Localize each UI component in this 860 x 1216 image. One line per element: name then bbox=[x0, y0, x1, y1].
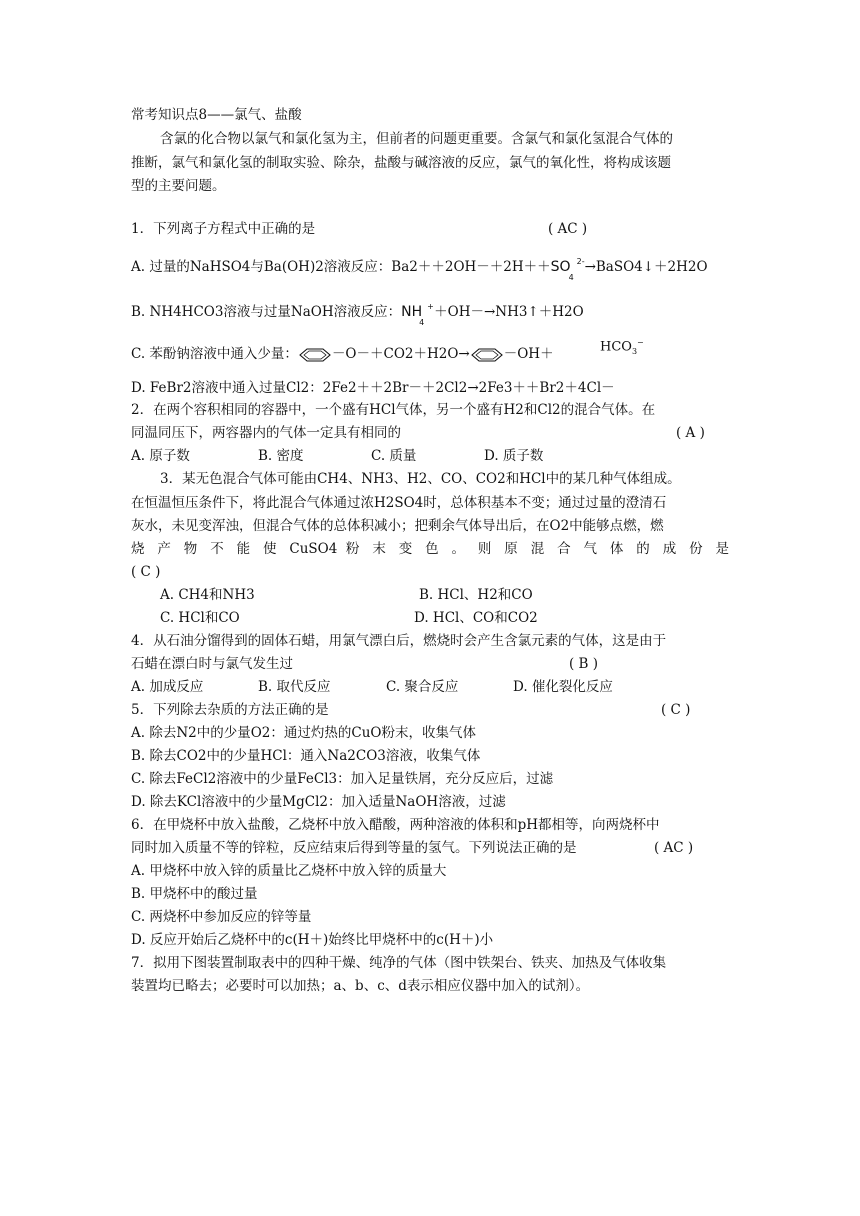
q2-option-c: C. 质量 bbox=[371, 448, 417, 464]
q1-option-c: C. 苯酚钠溶液中通入少量： －O－＋CO2＋H2O→ －OH＋ bbox=[131, 346, 554, 362]
benzene-ring-icon bbox=[298, 348, 332, 362]
q4-line-2: 石蜡在漂白时与氯气发生过 bbox=[131, 656, 293, 672]
q3-option-b: B. HCl、H2和CO bbox=[419, 587, 533, 603]
q5-option-a: A. 除去N2中的少量O2：通过灼热的CuO粉末，收集气体 bbox=[131, 725, 476, 741]
q1-answer: ( AC ) bbox=[548, 221, 588, 237]
q3-option-c: C. HCl和CO bbox=[160, 610, 240, 626]
intro-line-1: 含氯的化合物以氯气和氯化氢为主，但前者的问题更重要。含氯气和氯化氢混合气体的 bbox=[160, 131, 673, 147]
q5-option-b: B. 除去CO2中的少量HCl：通入Na2CO3溶液，收集气体 bbox=[131, 748, 481, 764]
q1-stem: 1．下列离子方程式中正确的是 bbox=[131, 221, 316, 237]
q3-option-d: D. HCl、CO和CO2 bbox=[414, 610, 538, 626]
q1-option-b: B. NH4HCO3溶液与过量NaOH溶液反应：NH 4 + ＋OH－→NH3↑＋H2O bbox=[131, 302, 584, 327]
q4-answer: ( B ) bbox=[569, 656, 599, 672]
q3-line-4: 烧 产 物 不 能 使 CuSO4 粉 末 变 色 。 则 原 混 合 气 体 的 成 份 是 bbox=[131, 541, 729, 557]
q2-line-2: 同温同压下，两容器内的气体一定具有相同的 bbox=[131, 425, 401, 441]
q2-option-b: B. 密度 bbox=[258, 448, 304, 464]
q6-line-2: 同时加入质量不等的锌粒，反应结束后得到等量的氢气。下列说法正确的是 bbox=[131, 840, 577, 856]
sulfate-ion: SO 4 2- bbox=[550, 257, 585, 282]
q5-option-d: D. 除去KCl溶液中的少量MgCl2：加入适量NaOH溶液，过滤 bbox=[131, 794, 506, 810]
page-title: 常考知识点8——氯气、盐酸 bbox=[131, 107, 302, 123]
q7-line-1: 7．拟用下图装置制取表中的四种干燥、纯净的气体（图中铁架台、铁夹、加热及气体收集 bbox=[131, 955, 667, 971]
q2-option-d: D. 质子数 bbox=[484, 448, 544, 464]
q1-option-d: D. FeBr2溶液中通入过量Cl2：2Fe2＋＋2Br－＋2Cl2→2Fe3＋＋Br2＋4Cl－ bbox=[131, 380, 615, 396]
benzene-ring-icon bbox=[470, 348, 504, 362]
q3-line-2: 在恒温恒压条件下，将此混合气体通过浓H2SO4时，总体积基本不变；通过过量的澄清石 bbox=[131, 495, 667, 511]
intro-line-3: 型的主要问题。 bbox=[131, 178, 226, 194]
q1-option-a: A. 过量的NaHSO4与Ba(OH)2溶液反应：Ba2＋＋2OH－＋2H＋＋SO 4 2- →BaSO4↓＋2H2O bbox=[131, 257, 708, 282]
intro-line-2: 推断，氯气和氯化氢的制取实验、除杂，盐酸与碱溶液的反应，氯气的氧化性，将构成该题 bbox=[131, 155, 671, 171]
q4-option-a: A. 加成反应 bbox=[131, 679, 204, 695]
q7-line-2: 装置均已略去；必要时可以加热；a、b、c、d表示相应仪器中加入的试剂）。 bbox=[131, 978, 590, 994]
q5-option-c: C. 除去FeCl2溶液中的少量FeCl3：加入足量铁屑，充分反应后，过滤 bbox=[131, 771, 554, 787]
q5-answer: ( C ) bbox=[661, 702, 691, 718]
q5-stem: 5．下列除去杂质的方法正确的是 bbox=[131, 702, 329, 718]
q6-option-a: A. 甲烧杯中放入锌的质量比乙烧杯中放入锌的质量大 bbox=[131, 863, 447, 879]
ammonium-ion: NH 4 + bbox=[401, 302, 434, 327]
q4-option-d: D. 催化裂化反应 bbox=[513, 679, 613, 695]
bicarbonate-ion: $HCO_3^-$ bbox=[600, 338, 644, 356]
q6-option-b: B. 甲烧杯中的酸过量 bbox=[131, 886, 258, 902]
q4-option-b: B. 取代反应 bbox=[258, 679, 331, 695]
q6-line-1: 6．在甲烧杯中放入盐酸，乙烧杯中放入醋酸，两种溶液的体积和pH都相等，向两烧杯中 bbox=[131, 817, 660, 833]
q2-option-a: A. 原子数 bbox=[131, 448, 190, 464]
q2-line-1: 2．在两个容积相同的容器中，一个盛有HCl气体，另一个盛有H2和Cl2的混合气体。在 bbox=[131, 402, 656, 418]
q6-option-d: D. 反应开始后乙烧杯中的c(H＋)始终比甲烧杯中的c(H＋)小 bbox=[131, 932, 494, 948]
q6-answer: ( AC ) bbox=[654, 840, 694, 856]
q2-answer: ( A ) bbox=[676, 425, 705, 441]
q4-line-1: 4．从石油分馏得到的固体石蜡，用氯气漂白后，燃烧时会产生含氯元素的气体，这是由于 bbox=[131, 633, 667, 649]
q3-option-a: A. CH4和NH3 bbox=[160, 587, 255, 603]
q3-line-1: 3．某无色混合气体可能由CH4、NH3、H2、CO、CO2和HCl中的某几种气体组成。 bbox=[160, 471, 681, 487]
q3-answer: ( C ) bbox=[131, 564, 161, 580]
q4-option-c: C. 聚合反应 bbox=[386, 679, 459, 695]
q6-option-c: C. 两烧杯中参加反应的锌等量 bbox=[131, 909, 312, 925]
q3-line-3: 灰水，未见变浑浊，但混合气体的总体积减小；把剩余气体导出后，在O2中能够点燃，燃 bbox=[131, 518, 664, 534]
